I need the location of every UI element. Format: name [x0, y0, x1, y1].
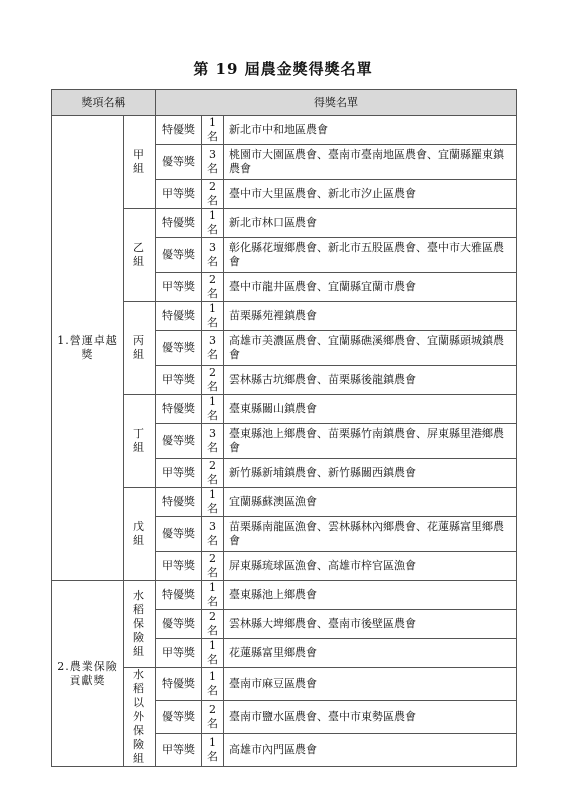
- winner-list: 高雄市美濃區農會、宜蘭縣礁溪鄉農會、宜蘭縣頭城鎮農會: [224, 331, 517, 366]
- award-level: 甲等獎: [156, 459, 202, 488]
- winner-list: 新北市林口區農會: [224, 209, 517, 238]
- group-name: [124, 116, 156, 209]
- header-winners: 得獎名單: [156, 90, 517, 116]
- award-count: 1 名: [202, 209, 224, 238]
- winner-list: 宜蘭縣蘇澳區漁會: [224, 488, 517, 517]
- winner-list: 臺南市麻豆區農會: [224, 668, 517, 701]
- group-name: [124, 302, 156, 395]
- award-count: 2 名: [202, 180, 224, 209]
- winner-list: 苗栗縣南龍區漁會、雲林縣林內鄉農會、花蓮縣富里鄉農會: [224, 517, 517, 552]
- award-count: 1 名: [202, 639, 224, 668]
- award-level: 甲等獎: [156, 639, 202, 668]
- award-count: 3 名: [202, 424, 224, 459]
- award-level: 特優獎: [156, 488, 202, 517]
- award-count: 1 名: [202, 395, 224, 424]
- winner-list: 彰化縣花壇鄉農會、新北市五股區農會、臺中市大雅區農會: [224, 238, 517, 273]
- group-name: [124, 209, 156, 302]
- award-count: 2 名: [202, 459, 224, 488]
- table-row: [52, 581, 517, 610]
- award-level: 甲等獎: [156, 180, 202, 209]
- winner-list: 屏東縣琉球區漁會、高雄市梓官區漁會: [224, 552, 517, 581]
- award-count: 1 名: [202, 734, 224, 767]
- awards-table: [51, 89, 517, 767]
- category-name-line: 2.農業保險: [57, 659, 118, 673]
- winner-list: 新北市中和地區農會: [224, 116, 517, 145]
- award-count: 1 名: [202, 302, 224, 331]
- award-level: 優等獎: [156, 701, 202, 734]
- winner-list: 臺中市龍井區農會、宜蘭縣宜蘭市農會: [224, 273, 517, 302]
- winner-list: 臺南市鹽水區農會、臺中市東勢區農會: [224, 701, 517, 734]
- table-row: [52, 116, 517, 145]
- winner-list: 雲林縣古坑鄉農會、苗栗縣後龍鎮農會: [224, 366, 517, 395]
- category-name: [52, 116, 124, 581]
- winner-list: 桃園市大園區農會、臺南市臺南地區農會、宜蘭縣羅東鎮農會: [224, 145, 517, 180]
- winner-list: 臺東縣池上鄉農會: [224, 581, 517, 610]
- group-name-line: 戊組: [133, 520, 146, 547]
- winner-list: 高雄市內門區農會: [224, 734, 517, 767]
- award-count: 1 名: [202, 488, 224, 517]
- award-count: 1 名: [202, 668, 224, 701]
- award-count: 1 名: [202, 116, 224, 145]
- award-count: 2 名: [202, 701, 224, 734]
- award-count: 3 名: [202, 331, 224, 366]
- award-level: 特優獎: [156, 209, 202, 238]
- group-name-line: 組: [133, 752, 146, 765]
- award-level: 優等獎: [156, 610, 202, 639]
- award-level: 優等獎: [156, 424, 202, 459]
- award-level: 優等獎: [156, 238, 202, 273]
- award-level: 特優獎: [156, 581, 202, 610]
- award-count: 2 名: [202, 552, 224, 581]
- winner-list: 臺東縣關山鎮農會: [224, 395, 517, 424]
- award-level: 優等獎: [156, 517, 202, 552]
- winner-list: 苗栗縣苑裡鎮農會: [224, 302, 517, 331]
- winner-list: 臺中市大里區農會、新北市汐止區農會: [224, 180, 517, 209]
- award-level: 甲等獎: [156, 734, 202, 767]
- group-name: [124, 395, 156, 488]
- award-level: 甲等獎: [156, 366, 202, 395]
- group-name-line: 乙組: [133, 241, 146, 268]
- award-level: 特優獎: [156, 116, 202, 145]
- award-count: 3 名: [202, 238, 224, 273]
- header-category: 獎項名稱: [52, 90, 156, 116]
- group-name-line: 水 稻: [133, 668, 146, 695]
- table-body: [52, 116, 517, 767]
- winner-list: 新竹縣新埔鎮農會、新竹縣關西鎮農會: [224, 459, 517, 488]
- award-count: 2 名: [202, 273, 224, 302]
- category-name-line: 獎: [81, 348, 94, 361]
- award-count: 2 名: [202, 366, 224, 395]
- group-name: [124, 668, 156, 767]
- category-name: [52, 581, 124, 767]
- group-name: [124, 581, 156, 668]
- page-title: 第 19 屆農金獎得獎名單: [193, 60, 373, 78]
- winner-list: 雲林縣大埤鄉農會、臺南市後壁區農會: [224, 610, 517, 639]
- group-name-line: 保 險: [133, 617, 146, 644]
- winner-list: 臺東縣池上鄉農會、苗栗縣竹南鎮農會、屏東縣里港鄉農會: [224, 424, 517, 459]
- award-level: 特優獎: [156, 395, 202, 424]
- award-level: 甲等獎: [156, 552, 202, 581]
- group-name: [124, 488, 156, 581]
- award-count: 2 名: [202, 610, 224, 639]
- group-name-line: 組: [133, 645, 146, 658]
- award-count: 3 名: [202, 145, 224, 180]
- award-level: 優等獎: [156, 331, 202, 366]
- award-level: 優等獎: [156, 145, 202, 180]
- award-count: 3 名: [202, 517, 224, 552]
- winner-list: 花蓮縣富里鄉農會: [224, 639, 517, 668]
- group-name-line: 水 稻: [133, 589, 146, 616]
- group-name-line: 甲組: [133, 148, 146, 175]
- group-name-line: 保 險: [133, 724, 146, 751]
- group-name-line: 丁組: [133, 427, 146, 454]
- award-level: 特優獎: [156, 302, 202, 331]
- category-name-line: 1.營運卓越: [57, 334, 118, 347]
- award-level: 甲等獎: [156, 273, 202, 302]
- group-name-line: 丙組: [133, 334, 146, 361]
- table-header-row: [52, 90, 517, 116]
- category-name-line: 貢獻獎: [69, 673, 106, 687]
- award-level: 特優獎: [156, 668, 202, 701]
- award-count: 1 名: [202, 581, 224, 610]
- group-name-line: 以 外: [133, 696, 146, 723]
